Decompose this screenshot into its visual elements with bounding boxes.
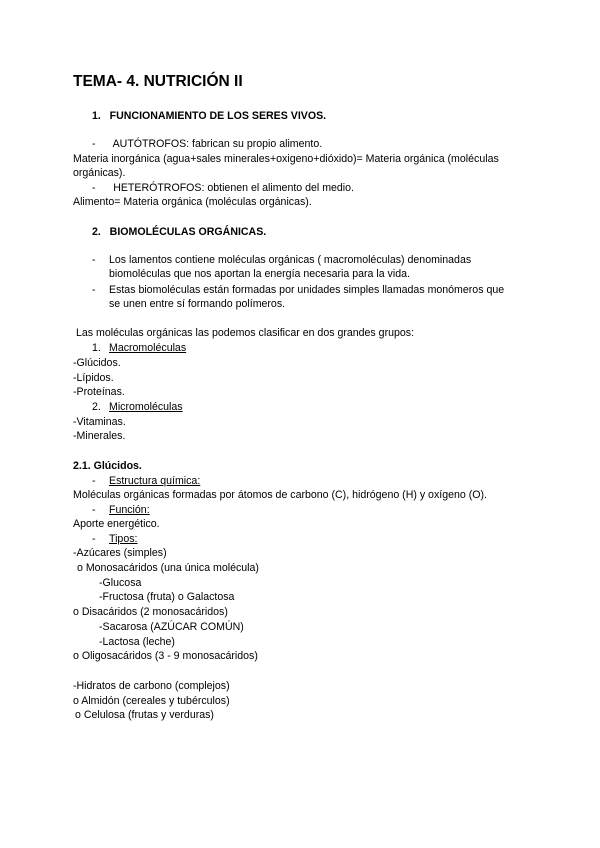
page-title: TEMA- 4. NUTRICIÓN II: [73, 73, 243, 90]
list-item: -Fructosa (fruta) o Galactosa: [99, 591, 235, 603]
list-item: -Lípidos.: [73, 372, 114, 384]
list-item: -Lactosa (leche): [99, 636, 175, 648]
label-funcion: Función:: [109, 504, 150, 516]
list-item: o Celulosa (frutas y verduras): [75, 709, 214, 721]
text-line: Los lamentos contiene moléculas orgánicas ( macromoléculas) denominadas: [109, 254, 472, 266]
text-line: se unen entre sí formando polímeros.: [109, 298, 286, 310]
list-item: -Minerales.: [73, 430, 126, 442]
list-item: o Disacáridos (2 monosacáridos): [73, 606, 228, 618]
text-line: Las moléculas orgánicas las podemos clasificar en dos grandes grupos:: [76, 327, 415, 339]
text-line: biomoléculas que nos aportan la energía necesaria para la vida.: [109, 268, 410, 280]
label-estructura: Estructura química:: [109, 475, 201, 487]
list-number: 1.: [92, 342, 101, 354]
bullet-heterotrofos: - HETERÓTROFOS: obtienen el alimento del medio.: [92, 182, 354, 194]
list-item: -Hidratos de carbono (complejos): [73, 680, 230, 692]
section-heading-2: 2. BIOMOLÉCULAS ORGÁNICAS.: [92, 226, 267, 238]
bullet-dash: -: [92, 284, 96, 296]
list-item: o Monosacáridos (una única molécula): [77, 562, 259, 574]
list-item: -Glúcidos.: [73, 357, 121, 369]
list-item: -Proteínas.: [73, 386, 125, 398]
group-title: Macromoléculas: [109, 342, 187, 354]
text-line: Alimento= Materia orgánica (moléculas orgánicas).: [73, 196, 312, 208]
bullet-dash: -: [92, 533, 96, 545]
subsection-heading: 2.1. Glúcidos.: [73, 460, 142, 472]
text-line: Estas biomoléculas están formadas por unidades simples llamadas monómeros que: [109, 284, 505, 296]
list-item: -Vitaminas.: [73, 416, 126, 428]
section-heading-1: 1. FUNCIONAMIENTO DE LOS SERES VIVOS.: [92, 110, 327, 122]
group-title: Micromoléculas: [109, 401, 183, 413]
list-item: o Almidón (cereales y tubérculos): [73, 695, 230, 707]
text-line: Moléculas orgánicas formadas por átomos de carbono (C), hidrógeno (H) y oxígeno (O).: [73, 489, 487, 501]
bullet-dash: -: [92, 504, 96, 516]
bullet-dash: -: [92, 475, 96, 487]
text-line: orgánicas).: [73, 167, 126, 179]
text-line: Materia inorgánica (agua+sales minerales+oxigeno+dióxido)= Materia orgánica (moléculas: [73, 153, 499, 165]
list-item: -Sacarosa (AZÚCAR COMÚN): [99, 621, 244, 633]
list-item: -Azúcares (simples): [73, 547, 167, 559]
bullet-dash: -: [92, 254, 96, 266]
list-number: 2.: [92, 401, 101, 413]
list-item: -Glucosa: [99, 577, 142, 589]
bullet-autotrofos: - AUTÓTROFOS: fabrican su propio alimento.: [92, 138, 323, 150]
text-line: Aporte energético.: [73, 518, 160, 530]
label-tipos: Tipos:: [109, 533, 138, 545]
list-item: o Oligosacáridos (3 - 9 monosacáridos): [73, 650, 258, 662]
